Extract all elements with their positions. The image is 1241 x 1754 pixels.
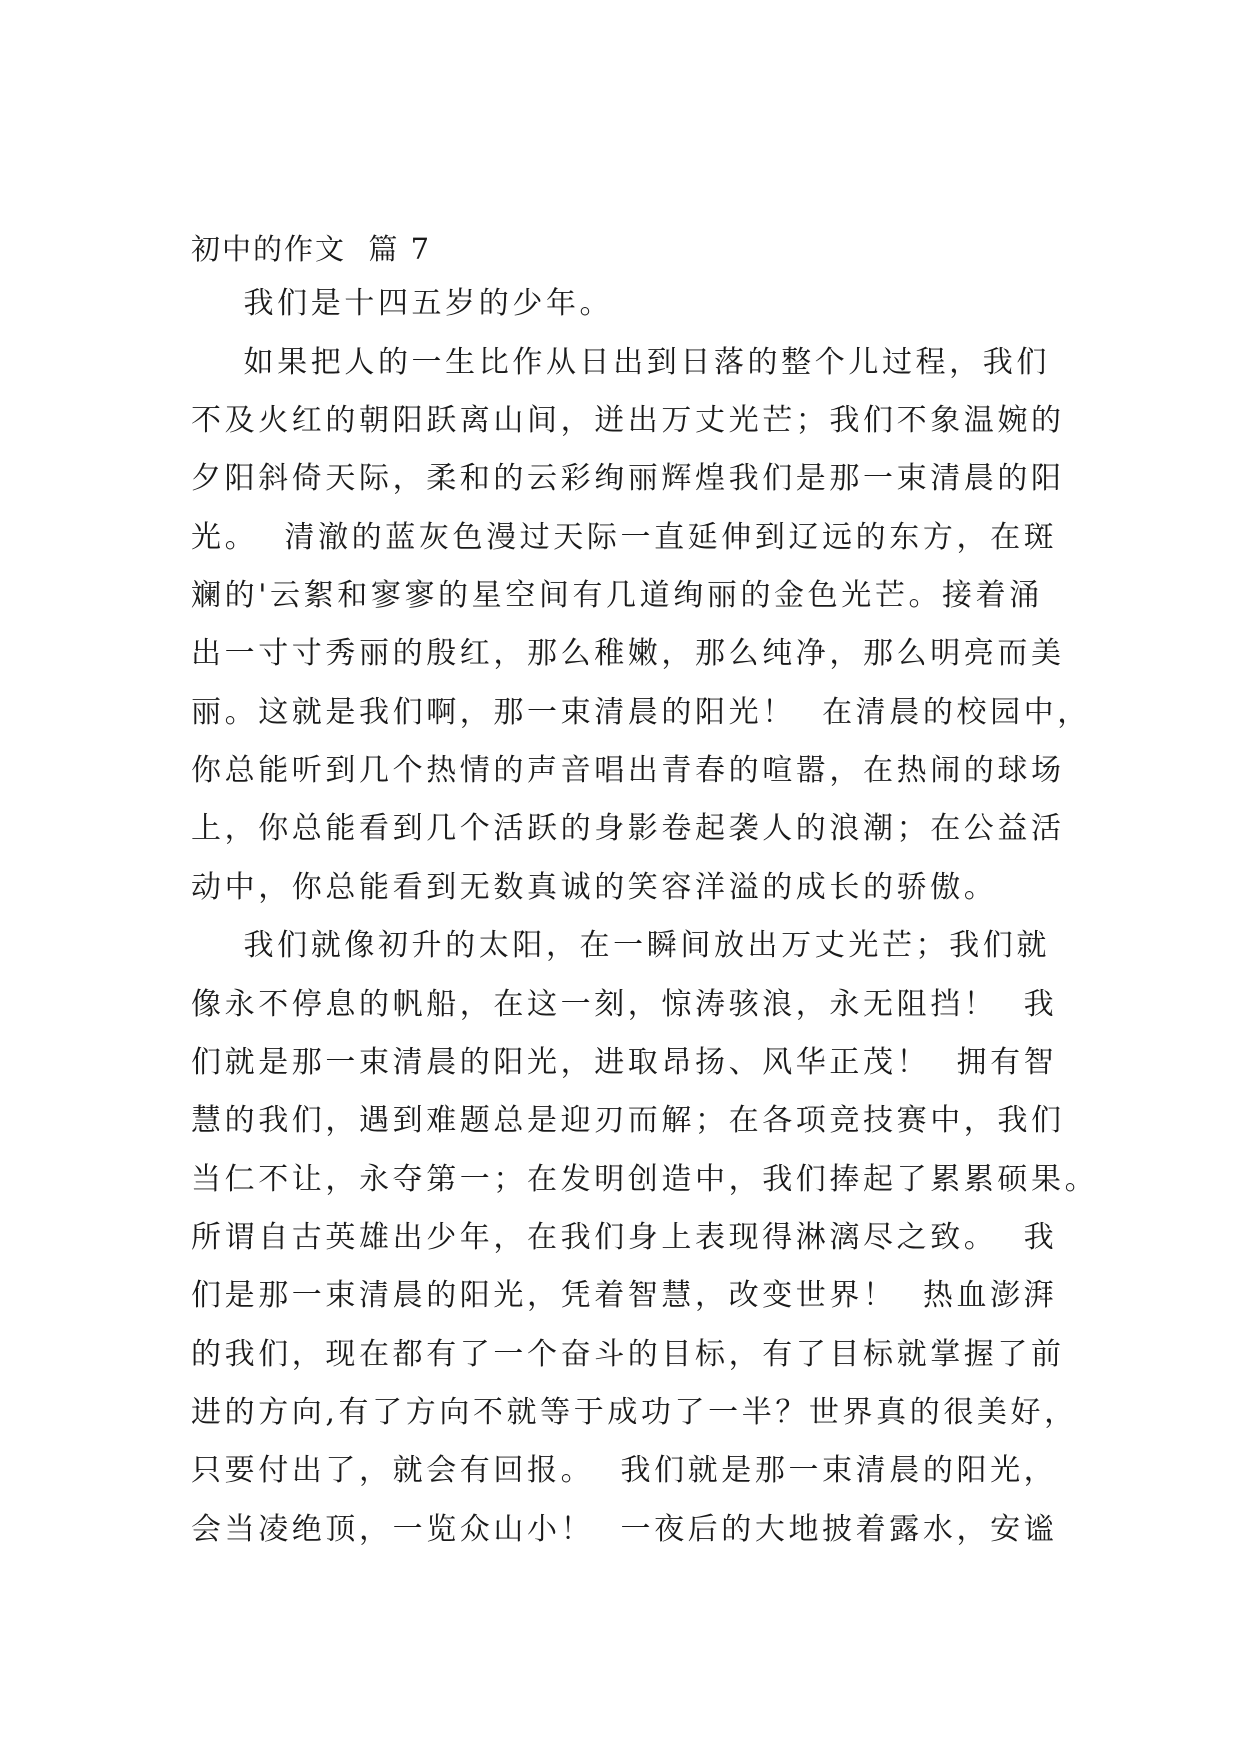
essay-title: 初中的作文 篇 7 bbox=[191, 232, 432, 266]
text-line: 当仁不让，永夺第一；在发明创造中，我们捧起了累累硕果。 bbox=[191, 1162, 1099, 1197]
text-line: 会当凌绝顶，一览众山小！ 一夜后的大地披着露水，安谧 bbox=[191, 1512, 1058, 1547]
text-line: 你总能听到几个热情的声音唱出青春的喧嚣，在热闹的球场 bbox=[191, 753, 1065, 788]
text-line: 的我们，现在都有了一个奋斗的目标，有了目标就掌握了前 bbox=[191, 1337, 1065, 1372]
text-line: 像永不停息的帆船，在这一刻，惊涛骇浪，永无阻挡！ 我 bbox=[191, 987, 1058, 1022]
text-line: 所谓自古英雄出少年，在我们身上表现得淋漓尽之致。 我 bbox=[191, 1220, 1058, 1255]
text-line: 我们是十四五岁的少年。 bbox=[191, 286, 614, 321]
text-line: 夕阳斜倚天际，柔和的云彩绚丽辉煌我们是那一束清晨的阳 bbox=[191, 461, 1065, 496]
text-line: 斓的'云絮和寥寥的星空间有几道绚丽的金色光芒。接着涌 bbox=[191, 578, 1043, 613]
text-line: 光。 清澈的蓝灰色漫过天际一直延伸到辽远的东方，在斑 bbox=[191, 520, 1058, 555]
text-line: 动中，你总能看到无数真诚的笑容洋溢的成长的骄傲。 bbox=[191, 870, 998, 905]
text-line: 们是那一束清晨的阳光，凭着智慧，改变世界！ 热血澎湃 bbox=[191, 1278, 1058, 1313]
text-line: 上，你总能看到几个活跃的身影卷起袭人的浪潮；在公益活 bbox=[191, 811, 1065, 846]
text-line: 不及火红的朝阳跃离山间，迸出万丈光芒；我们不象温婉的 bbox=[191, 403, 1065, 438]
text-line: 慧的我们，遇到难题总是迎刃而解；在各项竞技赛中，我们 bbox=[191, 1103, 1065, 1138]
text-line: 如果把人的一生比作从日出到日落的整个儿过程，我们 bbox=[191, 345, 1050, 380]
text-line: 出一寸寸秀丽的殷红，那么稚嫩，那么纯净，那么明亮而美 bbox=[191, 636, 1065, 671]
text-line: 们就是那一束清晨的阳光，进取昂扬、风华正茂！ 拥有智 bbox=[191, 1045, 1058, 1080]
text-line: 丽。这就是我们啊，那一束清晨的阳光！ 在清晨的校园中， bbox=[191, 695, 1091, 730]
text-line: 进的方向,有了方向不就等于成功了一半？世界真的很美好， bbox=[191, 1395, 1078, 1430]
text-line: 只要付出了，就会有回报。 我们就是那一束清晨的阳光， bbox=[191, 1453, 1058, 1488]
text-line: 我们就像初升的太阳，在一瞬间放出万丈光芒；我们就 bbox=[191, 928, 1050, 963]
